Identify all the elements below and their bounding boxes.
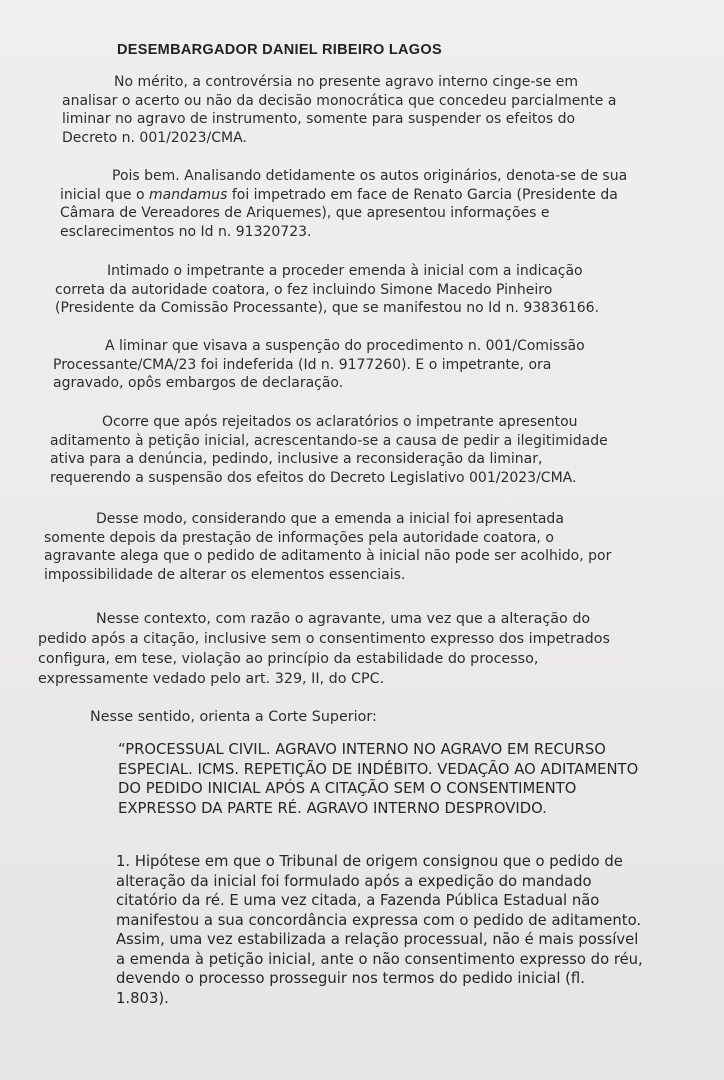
text-line: requerendo a suspensão dos efeitos do Decreto Legislativo 001/2023/CMA. <box>50 469 577 486</box>
text-line: Câmara de Vereadores de Ariquemes), que apresentou informações e <box>60 205 550 221</box>
text-line: 1. Hipótese em que o Tribunal de origem consignou que o pedido de <box>116 853 623 870</box>
text-line: devendo o processo prosseguir nos termos do pedido inicial (fl. <box>116 970 585 987</box>
text-line: Assim, uma vez estabilizada a relação processual, não é mais possível <box>116 931 639 948</box>
paragraph-merito <box>62 73 616 147</box>
italic-term: mandamus <box>149 186 228 203</box>
text-line: alteração da inicial foi formulado após a expedição do mandado <box>116 872 592 890</box>
citation-body <box>116 852 691 1008</box>
paragraph-nesse-contexto <box>38 609 610 689</box>
text-line: A liminar que visava a suspenção do procedimento n. 001/Comissão <box>105 338 585 354</box>
text-line: correta da autoridade coatora, o fez incluindo Simone Macedo Pinheiro <box>55 281 553 298</box>
text-line: (Presidente da Comissão Processante), que se manifestou no Id n. 93836166. <box>55 300 600 316</box>
text-line: pedido após a citação, inclusive sem o consentimento expresso dos impetrados <box>38 631 610 647</box>
text-line: manifestou a sua concordância expressa com o pedido de aditamento. <box>116 911 642 929</box>
citation-headnote <box>118 740 688 818</box>
text-line: liminar no agravo de instrumento, somente para suspender os efeitos do <box>62 111 576 127</box>
text-line: somente depois da prestação de informações pela autoridade coatora, o <box>44 529 554 546</box>
text-line: Intimado o impetrante a proceder emenda à inicial com a indicação <box>107 263 583 279</box>
text-line: configura, em tese, violação ao princípio da estabilidade do processo, <box>38 651 539 667</box>
paragraph-ocorre <box>50 413 608 487</box>
text-line: expressamente vedado pelo art. 329, II, do CPC. <box>38 671 385 687</box>
text-line: Desse modo, considerando que a emenda a inicial foi apresentada <box>96 511 564 527</box>
text-line: Processante/CMA/23 foi indeferida (Id n. 9177260). E o impetrante, ora <box>53 356 552 373</box>
text-line: Nesse contexto, com razão o agravante, uma vez que a alteração do <box>96 611 591 627</box>
text-line: Decreto n. 001/2023/CMA. <box>62 129 247 146</box>
text-fragment: foi impetrado em face de Renato Garcia (Presidente da <box>227 186 618 203</box>
paragraph-desse-modo <box>44 510 611 584</box>
text-line: DO PEDIDO INICIAL APÓS A CITAÇÃO SEM O CONSENTIMENTO <box>118 780 577 797</box>
text-line: 1.803). <box>116 989 169 1007</box>
text-line: Pois bem. Analisando detidamente os autos originários, denota-se de sua <box>112 168 628 184</box>
paragraph-intimado <box>55 262 599 318</box>
text-line: EXPRESSO DA PARTE RÉ. AGRAVO INTERNO DESPROVIDO. <box>118 799 547 817</box>
paragraph-pois-bem <box>60 167 627 241</box>
text-line: agravado, opôs embargos de declaração. <box>53 375 344 391</box>
paragraph-nesse-sentido: Nesse sentido, orienta a Corte Superior: <box>90 709 377 725</box>
text-line: esclarecimentos no Id n. 91320723. <box>60 223 312 240</box>
text-line: citatório da ré. E uma vez citada, a Fazenda Pública Estadual não <box>116 892 600 909</box>
text-line: analisar o acerto ou não da decisão monocrática que concedeu parcialmente a <box>62 92 617 109</box>
paragraph-liminar <box>53 337 585 393</box>
page-header: DESEMBARGADOR DANIEL RIBEIRO LAGOS <box>117 42 442 58</box>
text-line: agravante alega que o pedido de aditamento à inicial não pode ser acolhido, por <box>44 548 612 564</box>
text-line: impossibilidade de alterar os elementos essenciais. <box>44 566 406 583</box>
text-fragment: inicial que o <box>60 186 149 203</box>
text-line: No mérito, a controvérsia no presente agravo interno cinge-se em <box>114 74 579 90</box>
text-line: ESPECIAL. ICMS. REPETIÇÃO DE INDÉBITO. VEDAÇÃO AO ADITAMENTO <box>118 760 639 778</box>
text-line: a emenda à petição inicial, ante o não consentimento expresso do réu, <box>116 950 643 968</box>
text-line: “PROCESSUAL CIVIL. AGRAVO INTERNO NO AGRAVO EM RECURSO <box>118 741 606 758</box>
text-line: ativa para a denúncia, pedindo, inclusive a reconsideração da liminar, <box>50 451 543 467</box>
text-line: aditamento à petição inicial, acrescentando-se a causa de pedir a ilegitimidade <box>50 432 608 449</box>
text-line: Ocorre que após rejeitados os aclaratórios o impetrante apresentou <box>102 414 578 430</box>
